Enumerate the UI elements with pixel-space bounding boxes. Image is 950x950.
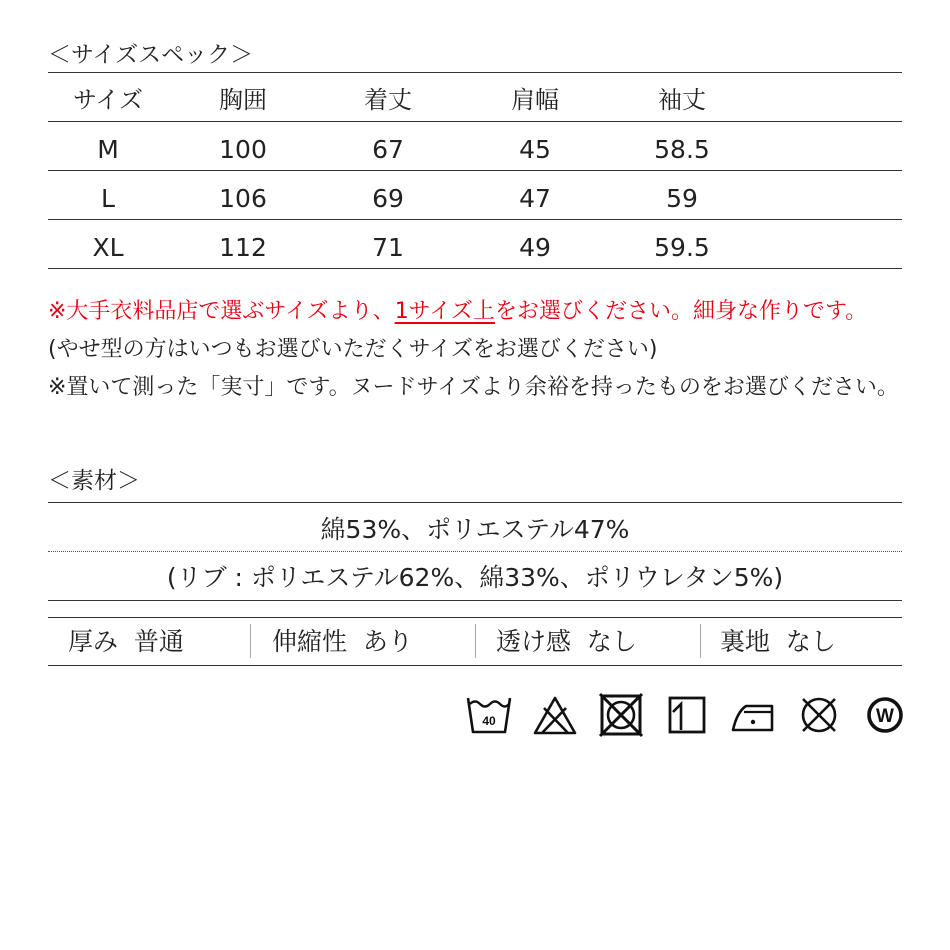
- line-dry-icon: [664, 692, 710, 738]
- feature-label: 厚み: [68, 627, 119, 656]
- size-advice-suffix: をお選びください。細身な作りです。: [494, 299, 868, 324]
- size-spec-heading: ＜サイズスペック＞: [48, 42, 254, 68]
- feature-label: 裏地: [720, 627, 771, 656]
- chest-cell: 100: [219, 134, 267, 164]
- feature-label: 透け感: [496, 627, 572, 656]
- size-cell: M: [97, 134, 119, 164]
- col-size: サイズ: [72, 85, 144, 114]
- chest-cell: 106: [219, 183, 267, 213]
- iron-low-icon: [730, 692, 776, 738]
- sleeve-cell: 59.5: [654, 232, 710, 262]
- feature-separator: [475, 624, 476, 658]
- table-row: [48, 125, 902, 173]
- features-bottom-rule: [48, 665, 902, 666]
- feature-separator: [250, 624, 251, 658]
- sleeve-cell: 59: [666, 183, 698, 213]
- material-rib: (リブ : ポリエステル62%、綿33%、ポリウレタン5%): [166, 563, 784, 592]
- size-cell: XL: [92, 232, 124, 262]
- wet-clean-icon: [862, 692, 908, 738]
- wash-40-icon: [466, 692, 512, 738]
- wash-temp-label: 40: [482, 714, 496, 728]
- col-sleeve: 袖丈: [658, 85, 706, 114]
- length-cell: 69: [372, 183, 404, 213]
- length-cell: 67: [372, 134, 404, 164]
- table-row: [48, 223, 902, 271]
- row-rule: [48, 219, 902, 220]
- row-rule: [48, 170, 902, 171]
- feature-value: なし: [785, 627, 836, 656]
- material-heading: ＜素材＞: [48, 468, 140, 494]
- size-advice-emphasis: 1サイズ上: [394, 299, 495, 324]
- shoulder-cell: 45: [519, 134, 551, 164]
- chest-cell: 112: [219, 232, 267, 262]
- feature-value: あり: [362, 627, 413, 656]
- material-bottom-rule: [48, 600, 902, 601]
- size-cell: L: [101, 183, 115, 213]
- shoulder-cell: 49: [519, 232, 551, 262]
- feature-value: なし: [586, 627, 637, 656]
- shoulder-cell: 47: [519, 183, 551, 213]
- feature-separator: [700, 624, 701, 658]
- no-tumble-dry-icon: [598, 692, 644, 738]
- size-advice-note: [48, 294, 867, 325]
- material-divider: [48, 551, 902, 552]
- no-dry-clean-icon: [796, 692, 842, 738]
- feature-stretch: [272, 618, 413, 662]
- measurement-note: ※置いて測った「実寸」です。ヌードサイズより余裕を持ったものをお選びください。: [48, 375, 899, 400]
- material-top-rule: [48, 502, 902, 503]
- table-bottom-rule: [48, 268, 902, 269]
- feature-value: 普通: [133, 627, 184, 656]
- slim-advice-note: (やせ型の方はいつもお選びいただくサイズをお選びください): [48, 337, 658, 362]
- col-length: 着丈: [364, 85, 412, 114]
- length-cell: 71: [372, 232, 404, 262]
- size-table-header: [48, 73, 902, 121]
- feature-lining: [720, 618, 836, 662]
- table-row: [48, 174, 902, 222]
- material-main: 綿53%、ポリエステル47%: [320, 515, 630, 544]
- sleeve-cell: 58.5: [654, 134, 710, 164]
- table-header-rule: [48, 121, 902, 122]
- col-chest: 胸囲: [219, 85, 267, 114]
- feature-thickness: [68, 618, 184, 662]
- wet-clean-label: W: [876, 706, 894, 727]
- col-shoulder: 肩幅: [511, 85, 559, 114]
- feature-sheerness: [496, 618, 637, 662]
- feature-label: 伸縮性: [272, 627, 348, 656]
- no-bleach-icon: [532, 692, 578, 738]
- size-advice-prefix: ※大手衣料品店で選ぶサイズより、: [48, 299, 395, 324]
